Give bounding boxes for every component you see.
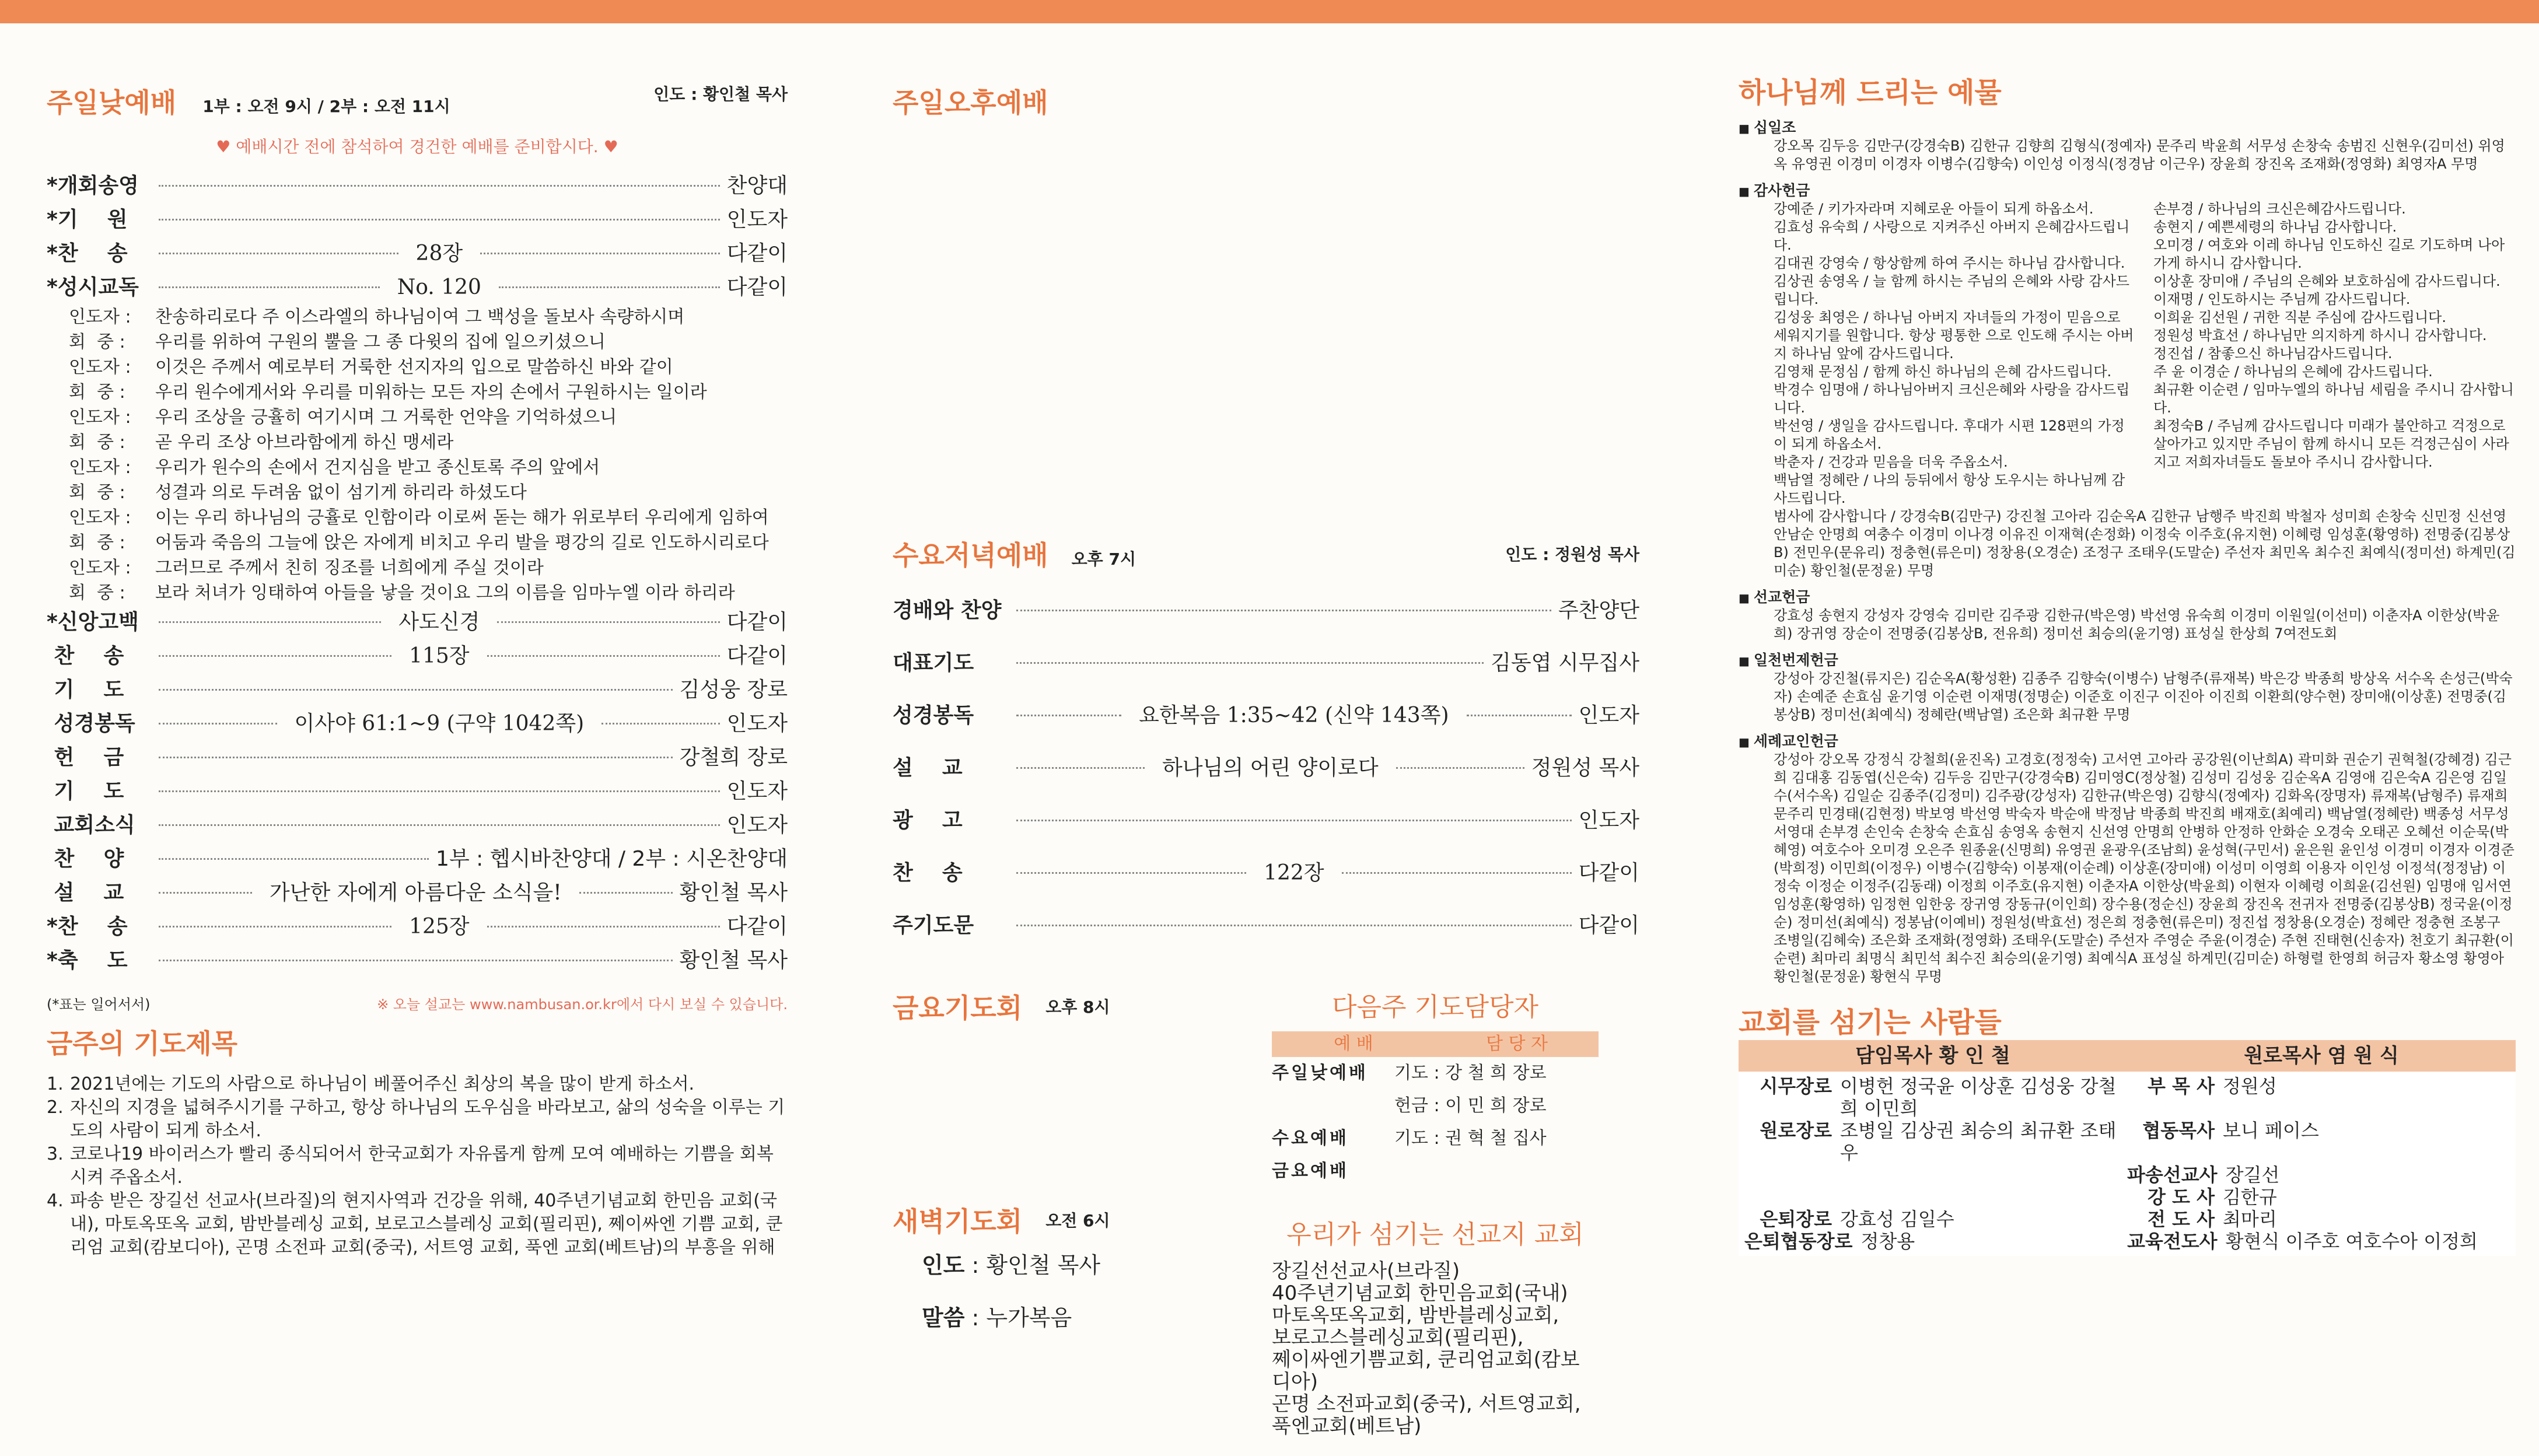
dawn-leader-label: 인도 (922, 1252, 965, 1278)
sunday-footnote (47, 993, 788, 1013)
thanks-entry: 주 윤 이경순 / 하나님의 은혜에 감사드립니다. (2153, 363, 2433, 380)
reading-line (69, 555, 788, 580)
tithe-heading: ■ 십일조 (1739, 116, 2516, 137)
dot-leader (159, 790, 720, 792)
responsive-reading (69, 304, 788, 606)
order-person: 인도자 (1578, 808, 1639, 832)
order-item (47, 606, 788, 639)
right-column (1709, 23, 2539, 1456)
wednesday-time: 오후 7시 (1071, 550, 1136, 569)
next-week-box (1272, 986, 1599, 1188)
dot-leader (159, 621, 381, 623)
order-item (47, 707, 788, 741)
mission-line: 곤명 소전파교회(중국), 서트영교회, (1272, 1392, 1581, 1416)
speaker: 회 중 : (69, 332, 125, 352)
prayer-number: 1. (47, 1074, 64, 1094)
speaker: 인도자 : (69, 508, 131, 528)
thanks-right (2153, 200, 2516, 508)
dot-leader (159, 219, 720, 220)
dot-leader (1016, 662, 1484, 664)
web-note: ※ 오늘 설교는 www.nambusan.or.kr에서 다시 보실 수 있습니다. (377, 996, 788, 1013)
order-item (47, 775, 788, 808)
stand-note: (*표는 일어서서) (47, 996, 151, 1013)
role-names: 조병일 김상권 최승의 최규환 조태우 (1840, 1119, 2117, 1164)
reading-text: 이는 우리 하나님의 긍휼로 인함이라 이로써 돋는 해가 위로부터 우리에게 임하여 (155, 508, 769, 528)
order-item (47, 203, 788, 237)
afternoon-title: 주일오후예배 (893, 87, 1048, 118)
role-names: 장길선 (2225, 1164, 2280, 1186)
order-label: *성시교독 (47, 275, 139, 299)
thanks-entry: 김성웅 최영은 / 하나님 아버지 자녀들의 가정이 믿음으로 세워지기를 원합니다. 항상 평통한 으로 인도해 주시는 아버지 하나님 앞에 감사드립니다. (1774, 309, 2134, 362)
order-label: *개회송영 (47, 174, 139, 198)
thanks-entry: 김대권 강영숙 / 항상함께 하여 주시는 하나님 감사합니다. (1774, 255, 2125, 271)
next-service (1272, 1090, 1394, 1122)
middle-column (834, 23, 1663, 1456)
order-label: 찬 양 (47, 847, 124, 871)
thanks-entry: 박춘자 / 건강과 믿음을 더욱 주옵소서. (1774, 454, 2008, 470)
order-person: 황인철 목사 (679, 881, 788, 905)
thanks-entry: 손부경 / 하나님의 크신은혜감사드립니다. (2153, 201, 2406, 217)
order-person: 인도자 (1578, 704, 1639, 727)
next-row (1272, 1090, 1599, 1122)
role-names: 이병헌 정국윤 이상훈 김성웅 강철희 이민희 (1840, 1075, 2117, 1119)
reading-text: 이것은 주께서 예로부터 거룩한 선지자의 입으로 말씀하신 바와 같이 (155, 357, 673, 377)
order-person: 인도자 (726, 813, 788, 837)
order-person: 주찬양단 (1558, 598, 1639, 622)
order-person: 김동엽 시무집사 (1491, 651, 1639, 675)
reading-line (69, 505, 788, 530)
thanks-entry: 이재명 / 인도하시는 주님께 감사드립니다. (2153, 291, 2411, 307)
role-label: 은퇴협동장로 (1744, 1230, 1853, 1252)
speaker: 회 중 : (69, 482, 125, 503)
reading-text: 성결과 의로 두려움 없이 섬기게 하리라 하셨도다 (155, 482, 527, 503)
reading-text: 그러므로 주께서 친히 징조를 너희에게 주실 것이라 (155, 558, 544, 578)
dot-leader (1016, 767, 1145, 769)
speaker: 회 중 : (69, 533, 125, 553)
thanks-entry: 김영채 문정심 / 함께 하신 하나님의 은혜 감사드립니다. (1774, 363, 2112, 380)
order-content: 115장 (409, 644, 470, 668)
order-person: 1부 : 헵시바찬양대 / 2부 : 시온찬양대 (436, 847, 788, 871)
prayer-number: 2. (47, 1097, 64, 1118)
order-item (47, 237, 788, 271)
role-names: 황현식 이주호 여호수아 이정희 (2225, 1230, 2478, 1252)
thanks-entry: 이상훈 장미애 / 주님의 은혜와 보호하심에 감사드립니다. (2153, 273, 2500, 289)
dot-leader (159, 689, 673, 691)
role-names: 최마리 (2223, 1208, 2277, 1230)
dot-leader (159, 757, 673, 758)
reading-line (69, 330, 788, 355)
mission-heading: ■ 선교헌금 (1739, 586, 2516, 607)
dot-leader (159, 892, 252, 894)
order-content: 사도신경 (398, 610, 480, 634)
order-person: 다같이 (726, 610, 788, 634)
emeritus-pastor: 원로목사 염 원 식 (2244, 1044, 2399, 1068)
order-item (47, 876, 788, 910)
thanks-entry: 김상권 송영옥 / 늘 함께 하시는 주님의 은혜와 사랑 감사드립니다. (1774, 273, 2129, 307)
mission-line: 마토옥또옥교회, 밤반블레싱교회, (1272, 1304, 1559, 1327)
mission-line: 장길선선교사(브라질) (1272, 1259, 1460, 1283)
people-row-left (1744, 1186, 2127, 1208)
order-label: 주기도문 (893, 914, 974, 937)
dawn-leader-row: 인도 : 황인철 목사 (922, 1252, 1101, 1278)
thanks-entry: 송현지 / 예쁜세령의 하나님 감사합니다. (2153, 219, 2397, 235)
next-person: 기도 : 권 혁 철 집사 (1394, 1128, 1547, 1149)
dot-leader (487, 655, 720, 657)
people-row-right (2127, 1075, 2510, 1119)
thanks-left (1774, 200, 2136, 508)
order-label: *축 도 (47, 949, 128, 972)
dot-leader (159, 960, 673, 961)
thanks-entry: 이희윤 김선원 / 귀한 직분 주심에 감사드립니다. (2153, 309, 2446, 326)
thanks-entry: 박선영 / 생일을 감사드립니다. 후대가 시편 128편의 가정이 되게 하옵소서. (1774, 418, 2125, 452)
order-label: *찬 송 (47, 242, 128, 265)
order-person: 다같이 (1578, 914, 1639, 937)
dot-leader (159, 253, 398, 254)
speaker: 인도자 : (69, 307, 131, 327)
next-h1: 예 배 (1334, 1034, 1373, 1054)
order-label: 찬 송 (893, 861, 963, 885)
prayer-text: 파송 받은 장길선 선교사(브라질)의 현지사역과 건강을 위해, 40주년기념교회 한민음 교회(국내), 마토옥또옥 교회, 밤반블레싱 교회, 보로고스블레싱 교회(필리핀), 쩨이싸엔 기쁨 교회, 쿤리엄 교회(캄보디아), 곤명 소전파 교회(중국), 서트영 교회, 푹엔 교회(베트남)의 부흥을 위해 (70, 1191, 783, 1258)
thanks-entry: 박경수 임명애 / 하나님아버지 크신은혜와 사랑을 감사드립니다. (1774, 382, 2130, 416)
thanks-heading: ■ 감사헌금 (1739, 179, 2516, 200)
order-item (893, 794, 1639, 847)
dawn-leader: 황인철 목사 (986, 1252, 1101, 1278)
order-label: 설 교 (893, 756, 963, 780)
order-label: 기 도 (47, 779, 124, 803)
order-content: 가난한 자에게 아름다운 소식을! (269, 881, 562, 905)
sunday-header (47, 82, 788, 120)
role-names: 정원성 (2223, 1075, 2277, 1097)
order-person: 찬양대 (726, 174, 788, 198)
dot-leader (1016, 872, 1246, 874)
top-band (0, 0, 2539, 23)
speaker: 인도자 : (69, 407, 131, 428)
speaker: 회 중 : (69, 382, 125, 402)
people-row-left (1744, 1075, 2127, 1119)
order-label: 교회소식 (47, 813, 135, 837)
reading-text: 보라 처녀가 잉태하여 아들을 낳을 것이요 그의 이름을 임마누엘 이라 하리라 (155, 583, 735, 603)
prayer-text: 코로나19 바이러스가 빨리 종식되어서 한국교회가 자유롭게 함께 모여 예배하는 기쁨을 회복시켜 주옵소서. (70, 1144, 774, 1188)
dot-leader (159, 926, 391, 928)
role-label: 시무장로 (1760, 1075, 1832, 1097)
dot-leader (1342, 872, 1572, 874)
order-content: 요한복음 1:35~42 (신약 143쪽) (1139, 704, 1449, 727)
reading-line (69, 380, 788, 405)
people-title: 교회를 섬기는 사람들 (1739, 1006, 2002, 1039)
order-item (47, 808, 788, 842)
people-row-right (2127, 1164, 2510, 1186)
role-names: 강효성 김일수 (1840, 1208, 1954, 1230)
people-row-left (1744, 1119, 2127, 1164)
wednesday-order (893, 584, 1639, 952)
reading-line (69, 580, 788, 606)
order-item (893, 637, 1639, 690)
senior-pastor: 담임목사 황 인 철 (1855, 1044, 2010, 1068)
thanks-entry: 오미경 / 여호와 이레 하나님 인도하신 길로 기도하며 나아가게 하시니 감사합니다. (2153, 237, 2505, 271)
role-label: 협동목사 (2142, 1119, 2215, 1142)
role-names: 김한규 (2223, 1186, 2277, 1208)
role-label (1744, 1186, 1832, 1208)
mission-line: 쩨이싸엔기쁨교회, 쿤리엄교회(캄보디아) (1272, 1348, 1580, 1394)
people-header (1739, 1040, 2516, 1072)
dawn-word: 누가복음 (986, 1305, 1072, 1331)
role-names: 정창용 (1860, 1230, 1915, 1252)
dawn-word-row: 말씀 : 누가복음 (922, 1305, 1072, 1331)
reading-text: 우리를 위하여 구원의 뿔을 그 종 다윗의 집에 일으키셨으니 (155, 332, 606, 352)
people-row-right (2127, 1186, 2510, 1208)
role-names: 보니 페이스 (2223, 1119, 2319, 1142)
thousand-heading: ■ 일천번제헌금 (1739, 649, 2516, 670)
reading-text: 우리가 원수의 손에서 건지심을 받고 종신토록 주의 앞에서 (155, 457, 600, 478)
order-person: 김성웅 장로 (679, 678, 788, 702)
reading-text: 곧 우리 조상 아브라함에게 하신 맹세라 (155, 432, 454, 453)
order-label: *신앙고백 (47, 610, 139, 634)
prayer-item (47, 1189, 788, 1259)
order-person: 강철희 장로 (679, 746, 788, 769)
people-row-left (1744, 1208, 2127, 1230)
order-item (893, 690, 1639, 742)
order-person: 다같이 (1578, 861, 1640, 885)
role-label: 은퇴장로 (1760, 1208, 1832, 1230)
role-label: 교육전도사 (2127, 1230, 2218, 1252)
next-person: 헌금 : 이 민 희 장로 (1394, 1096, 1547, 1116)
order-person: 다같이 (726, 275, 788, 299)
reading-line (69, 355, 788, 380)
people-row-left (1744, 1164, 2127, 1186)
reading-line (69, 430, 788, 455)
role-label: 전 도 사 (2147, 1208, 2215, 1230)
reading-line (69, 405, 788, 430)
dot-leader (159, 655, 391, 657)
dot-leader (487, 926, 720, 928)
order-content: 이사야 61:1~9 (구약 1042쪽) (294, 712, 585, 736)
sunday-title: 주일낮예배 (47, 87, 177, 118)
mission-names: 강효성 송현지 강성자 강영숙 김미란 김주광 김한규(박은영) 박선영 유숙희 이경미 이원일(이선미) 이춘자A 이한상(박윤희) 장귀영 장순이 전명중(김봉상B, 전유희) 정미선 최승의(윤기영) 표성실 한상희 7여전도회 (1774, 607, 2500, 642)
dot-leader (1016, 925, 1572, 926)
dot-leader (499, 286, 720, 288)
next-person (1394, 1155, 1599, 1188)
people-section (1739, 1000, 2516, 1256)
missions-title: 우리가 섬기는 선교지 교회 (1286, 1220, 1584, 1250)
dot-leader (480, 253, 720, 254)
next-service: 수요예배 (1272, 1128, 1349, 1149)
missions-box (1272, 1213, 1599, 1437)
order-item (893, 742, 1639, 794)
role-label: 원로장로 (1760, 1119, 1832, 1142)
next-service: 주일낮예배 (1272, 1063, 1368, 1083)
order-item (47, 741, 788, 775)
thanks-entry: 백남열 정혜란 / 나의 등뒤에서 항상 도우시는 하나님께 감사드립니다. (1774, 472, 2125, 506)
next-row (1272, 1122, 1599, 1155)
dot-leader (497, 621, 719, 623)
dot-leader (159, 286, 380, 288)
reading-text: 우리 원수에게서와 우리를 미워하는 모든 자의 손에서 구원하시는 일이라 (155, 382, 707, 402)
next-row (1272, 1155, 1599, 1188)
prayer-item (47, 1096, 788, 1143)
people-row-right (2127, 1208, 2510, 1230)
next-h2: 담 당 자 (1485, 1034, 1548, 1054)
order-content: No. 120 (397, 275, 481, 299)
order-label: *찬 송 (47, 915, 128, 939)
order-person: 정원성 목사 (1531, 756, 1640, 780)
dot-leader (159, 824, 720, 826)
order-person: 다같이 (726, 915, 788, 939)
thanks-entry: 정진섭 / 참좋으신 하나님감사드립니다. (2153, 345, 2393, 362)
dot-leader (1467, 715, 1572, 716)
speaker: 회 중 : (69, 432, 125, 453)
order-label: 설 교 (47, 881, 124, 905)
order-item (47, 910, 788, 944)
speaker: 인도자 : (69, 558, 131, 578)
order-item (47, 842, 788, 876)
thanks-entry: 정원성 박효선 / 하나님만 의지하게 하시니 감사합니다. (2153, 327, 2487, 344)
reading-text: 찬송하리로다 주 이스라엘의 하나님이여 그 백성을 돌보사 속량하시며 (155, 307, 685, 327)
dawn-time: 오전 6시 (1045, 1211, 1110, 1230)
reading-line (69, 530, 788, 555)
role-label: 파송선교사 (2127, 1164, 2218, 1186)
dot-leader (1016, 715, 1121, 716)
order-label: 성경봉독 (47, 712, 135, 736)
speaker: 회 중 : (69, 583, 125, 603)
thanks-entry: 최정숙B / 주님께 감사드립니다 미래가 불안하고 걱정으로 살아가고 있지만 주님이 함께 하시니 모든 걱정근심이 사라지고 저희자녀들도 돌보아 주시니 감사합니다. (2153, 418, 2509, 470)
missions-list (1272, 1260, 1599, 1437)
role-label: 강 도 사 (2147, 1186, 2215, 1208)
mission-line: 푹엔교회(베트남) (1272, 1415, 1422, 1438)
reading-text: 어둠과 죽음의 그늘에 앉은 자에게 비치고 우리 발을 평강의 길로 인도하시리로다 (155, 533, 769, 553)
offering-title: 하나님께 드리는 예물 (1739, 76, 2002, 109)
order-person: 황인철 목사 (679, 949, 788, 972)
order-item (47, 944, 788, 978)
reading-text: 우리 조상을 긍휼히 여기시며 그 거룩한 언약을 기억하셨으니 (155, 407, 617, 428)
dot-leader (1016, 820, 1572, 821)
order-content: 125장 (409, 915, 470, 939)
order-item (893, 847, 1639, 900)
order-label: 성경봉독 (893, 704, 974, 727)
afternoon-blank (893, 120, 1639, 505)
people-row-right (2127, 1230, 2510, 1252)
speaker: 인도자 : (69, 457, 131, 478)
role-label (1744, 1164, 1832, 1186)
reading-line (69, 455, 788, 480)
thanks-entry: 김효성 유숙희 / 사랑으로 지켜주신 아버지 은혜감사드립니다. (1774, 219, 2130, 253)
people-row-left (1744, 1230, 2127, 1252)
reading-line (69, 480, 788, 505)
prayer-text: 2021년에는 기도의 사람으로 하나님이 베풀어주신 최상의 복을 많이 받게 하소서. (70, 1074, 695, 1094)
sunday-order-top (47, 169, 788, 304)
order-label: 대표기도 (893, 651, 974, 675)
dot-leader (159, 723, 277, 724)
reading-line (69, 304, 788, 330)
friday-time: 오후 8시 (1045, 998, 1110, 1017)
order-item (893, 584, 1639, 637)
dot-leader (579, 892, 673, 894)
order-item (47, 169, 788, 203)
sunday-time: 1부 : 오전 9시 / 2부 : 오전 11시 (202, 97, 450, 116)
mission-line: 보로고스블레싱교회(필리핀), (1272, 1326, 1524, 1349)
dawn-word-label: 말씀 (922, 1305, 965, 1331)
dot-leader (159, 185, 720, 187)
tithe-names: 강오목 김두응 김만구(강경숙B) 김한규 김향희 김형식(정예자) 문주리 박윤희 서무성 손창숙 송범진 신현우(김미선) 위영옥 유영권 이경미 이경자 이병수(김향숙) 이인성 이정식(정경남 이근우) 장윤희 장진옥 조재화(정영화) 최영자A 무명 (1774, 138, 2505, 172)
order-label: 광 고 (893, 808, 963, 832)
speaker: 인도자 : (69, 357, 131, 377)
order-content: 122장 (1264, 861, 1324, 885)
order-label: *기 원 (47, 208, 128, 232)
next-service: 금요예배 (1272, 1161, 1349, 1181)
order-person: 인도자 (726, 208, 788, 232)
sunday-order-bottom (47, 606, 788, 978)
order-label: 헌 금 (47, 746, 124, 769)
order-label: 경배와 찬양 (893, 598, 1002, 622)
next-person: 기도 : 강 철 희 장로 (1394, 1063, 1547, 1083)
friday-title: 금요기도회 (893, 992, 1023, 1024)
order-content: 하나님의 어린 양이로다 (1162, 756, 1379, 780)
dot-leader (601, 723, 720, 724)
role-label: 부 목 사 (2147, 1075, 2215, 1097)
thanks-entry: 최규환 이순련 / 임마누엘의 하나님 세림을 주시니 감사합니다. (2153, 382, 2514, 416)
prayer-item (47, 1073, 788, 1096)
sunday-leader: 인도 : 황인철 목사 (653, 85, 788, 104)
order-person: 인도자 (726, 779, 788, 803)
order-item (47, 673, 788, 707)
build-heading: ■ 세례교인헌금 (1739, 730, 2516, 751)
prayer-title: 금주의 기도제목 (47, 1028, 238, 1059)
dot-leader (1396, 767, 1524, 769)
prayer-item (47, 1143, 788, 1189)
order-person: 다같이 (726, 242, 788, 265)
order-item (47, 271, 788, 304)
prayer-text: 자신의 지경을 넓혀주시기를 구하고, 항상 하나님의 도우심을 바라보고, 삶의 성숙을 이루는 기도의 사람이 되게 하소서. (70, 1097, 785, 1141)
order-label: 찬 송 (47, 644, 124, 668)
thousand-names: 강성아 강진철(류지은) 김순옥A(황성환) 김종주 김향숙(이병수) 남형주(류재복) 박은강 박종희 방상옥 서수옥 손성근(박숙자) 손예준 손효심 윤기영 이순련 이재명(정명순) 이준호 이진구 이진아 이진희 이환희(양수현) 장미애(이상훈) 전명중(김봉상B) 정미선(최예식) 정혜란(백남열) 조은화 최규환 무명 (1774, 670, 2513, 723)
mission-line: 40주년기념교회 한민음교회(국내) (1272, 1282, 1568, 1305)
wednesday-title: 수요저녁예배 (893, 540, 1048, 571)
order-person: 다같이 (726, 644, 788, 668)
dot-leader (159, 858, 429, 860)
order-person: 인도자 (726, 712, 788, 736)
next-rows (1272, 1057, 1599, 1188)
dawn-title: 새벽기도회 (893, 1206, 1023, 1237)
thanks-extra: 범사에 감사합니다 / 강경숙B(김만구) 강진철 고아라 김순옥A 김한규 남행주 박진희 박철자 성미희 손창숙 신민정 신선영 안남순 안명희 여충수 이경미 이나경 이유진 이재혁(손정화) 이정숙 이주호(유지현) 이혜령 임성훈(황영하) 전명중(김봉상B) 전민우(문유리) 정충현(류은미) 정창용(오경순) 조정구 조태우(도말순) 주선자 최민옥 최수진 최예식(정미선) 하계민(김미순) 황인철(문정윤) 무명 (1774, 508, 2516, 579)
left-column (0, 23, 811, 1456)
prayer-list (47, 1073, 788, 1259)
thanks-entry: 강예준 / 키가자라며 지혜로운 아들이 되게 하옵소서. (1774, 201, 2094, 217)
order-content: 28장 (415, 242, 463, 265)
prayer-number: 4. (47, 1191, 64, 1211)
next-title: 다음주 기도담당자 (1331, 992, 1539, 1022)
prayer-number: 3. (47, 1144, 64, 1164)
order-label: 기 도 (47, 678, 124, 702)
thanks-grid (1774, 200, 2516, 508)
order-item (47, 639, 788, 673)
order-item (893, 900, 1639, 952)
people-grid (1739, 1072, 2516, 1256)
dot-leader (1016, 610, 1551, 611)
wednesday-leader: 인도 : 정원성 목사 (1505, 545, 1639, 564)
next-header (1272, 1031, 1599, 1057)
people-row-right (2127, 1119, 2510, 1164)
next-row (1272, 1057, 1599, 1090)
sunday-note: ♥ 예배시간 전에 참석하여 경건한 예배를 준비합시다. ♥ (216, 137, 618, 156)
build-names: 강성아 강오목 강정식 강철희(윤진옥) 고경호(정정숙) 고서연 고아라 공강원(이난희A) 곽미화 권순기 권혁철(강혜경) 김근희 김대홍 김동엽(신은숙) 김두응 김만구(강경숙B) 김미영C(정상철) 김성미 김성웅 김순옥A 김영애 김은숙A 김은영 김일수(서수옥) 김일순 김종주(김정미) 김주광(강성자) 김한규(박은영) 김향식(정예자) 김화옥(장명자) 류재복(남형주) 류재희 문주리 민경태(김현정) 박보영 박선영 박숙자 박순애 박정남 박종희 박진희 배재호(최예리) 백남열(정혜란) 백종성 서무성 서영대 손부경 손인숙 손창숙 손효심 송영옥 송현지 신선영 안명희 안병하 안정하 안화순 오경숙 오태곤 오혜선 이순묵(박혜영) 여호수아 오미경 오은주 원종윤(신명희) 유영권 윤광우(조남희) 윤성혁(구민서) 윤은원 윤인성 이경미 이경자 이경준(박희정) 이민희(이정우) 이병수(김향숙) 이봉재(이순례) 이상훈(장미애) 이성미 이영희 이용자 이인성 이정석(정정남) 이정숙 이정순 이정주(김동래) 이정희 이주호(유지현) 이춘자A 이한상(박윤희) 이현자 이혜령 이희윤(김선원) 임명애 임서연 임성훈(황영하) 임정현 임한웅 장귀영 장동규(이인희) 장수용(정순신) 장윤희 장진옥 전귀자 전명중(김봉상B) 정국윤(이정순) 정미선(최예식) 정봉남(이예비) 정원성(박효선) 정은희 정충현(류은미) 정진섭 정창용(오경순) 정혜란 정충현 조봉구 조병일(김혜숙) 조은화 조재화(정영화) 조태우(도말순) 주선자 주영순 주윤(이경순) 주현 진태현(신송자) 천호기 최규환(이순련) 최마리 최명식 최민석 최수진 최승의(윤기영) 최예식A 표성실 하계민(김미순) 하형렬 한영희 허금자 황소영 황영아 황인철(문정윤) 황현식 무명 (1774, 751, 2514, 985)
wednesday-header (893, 534, 1639, 573)
